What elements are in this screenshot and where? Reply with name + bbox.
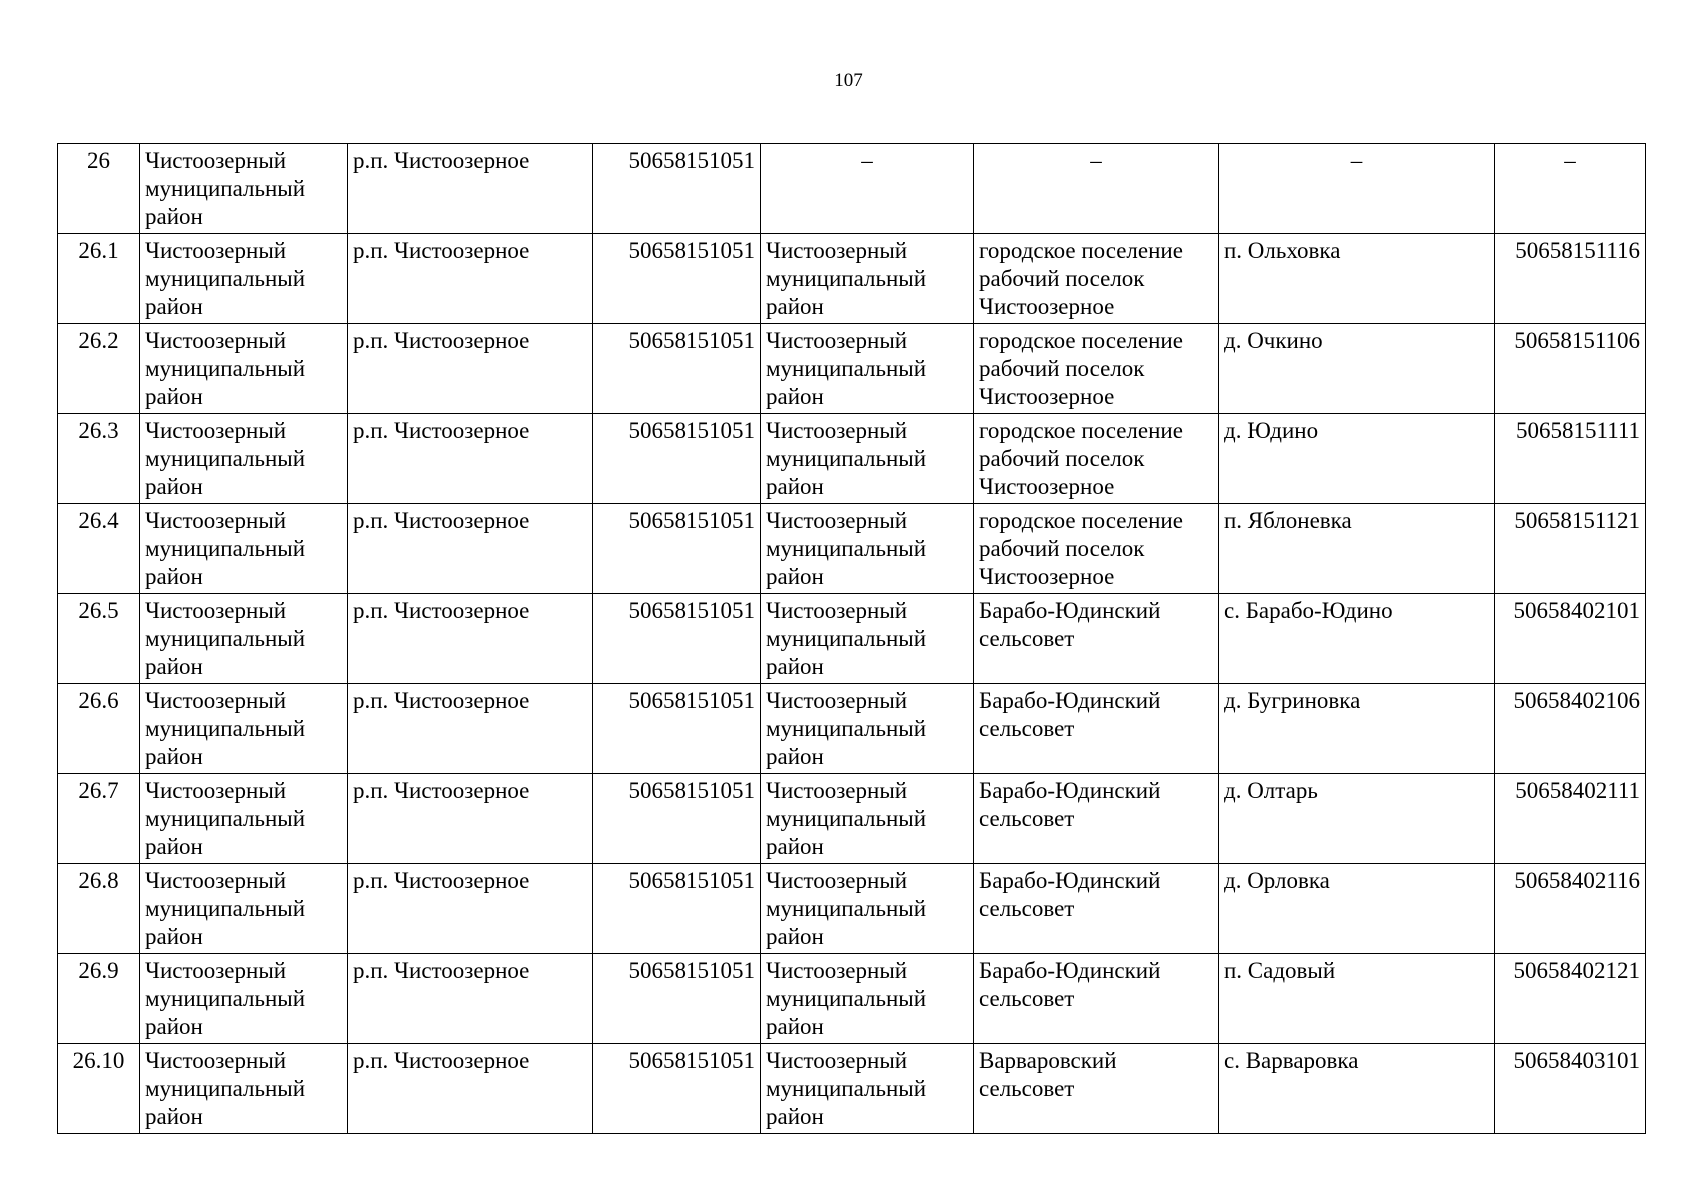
oktmo-cell: 50658151051	[593, 1044, 761, 1134]
district-cell: Чистоозерный муниципальный район	[140, 234, 348, 324]
center-cell: р.п. Чистоозерное	[348, 684, 593, 774]
settlements-table	[57, 143, 1646, 1134]
district-cell: Чистоозерный муниципальный район	[140, 414, 348, 504]
table-row	[58, 594, 1646, 684]
oktmo2-cell: –	[1495, 144, 1646, 234]
locality-cell: д. Орловка	[1219, 864, 1495, 954]
locality-cell: п. Яблоневка	[1219, 504, 1495, 594]
table-row	[58, 324, 1646, 414]
center-cell: р.п. Чистоозерное	[348, 504, 593, 594]
center-cell: р.п. Чистоозерное	[348, 864, 593, 954]
oktmo2-cell: 50658151116	[1495, 234, 1646, 324]
district2-cell: Чистоозерный муниципальный район	[761, 324, 974, 414]
settlement-cell: Барабо-Юдинский сельсовет	[974, 774, 1219, 864]
table-body	[58, 144, 1646, 1134]
locality-cell: д. Бугриновка	[1219, 684, 1495, 774]
district2-cell: Чистоозерный муниципальный район	[761, 864, 974, 954]
table-row	[58, 234, 1646, 324]
row-number: 26.5	[58, 594, 140, 684]
locality-cell: д. Очкино	[1219, 324, 1495, 414]
district2-cell: Чистоозерный муниципальный район	[761, 234, 974, 324]
locality-cell: п. Садовый	[1219, 954, 1495, 1044]
settlement-cell: городское поселение рабочий поселок Чистоозерное	[974, 414, 1219, 504]
table-row	[58, 954, 1646, 1044]
center-cell: р.п. Чистоозерное	[348, 954, 593, 1044]
oktmo-cell: 50658151051	[593, 324, 761, 414]
settlement-cell: городское поселение рабочий поселок Чистоозерное	[974, 324, 1219, 414]
district-cell: Чистоозерный муниципальный район	[140, 144, 348, 234]
district-cell: Чистоозерный муниципальный район	[140, 954, 348, 1044]
center-cell: р.п. Чистоозерное	[348, 1044, 593, 1134]
row-number: 26.2	[58, 324, 140, 414]
locality-cell: с. Варваровка	[1219, 1044, 1495, 1134]
locality-cell: д. Олтарь	[1219, 774, 1495, 864]
oktmo-cell: 50658151051	[593, 234, 761, 324]
settlement-cell: Барабо-Юдинский сельсовет	[974, 684, 1219, 774]
locality-cell: –	[1219, 144, 1495, 234]
settlement-cell: –	[974, 144, 1219, 234]
settlement-cell: городское поселение рабочий поселок Чистоозерное	[974, 504, 1219, 594]
center-cell: р.п. Чистоозерное	[348, 144, 593, 234]
district-cell: Чистоозерный муниципальный район	[140, 774, 348, 864]
district2-cell: Чистоозерный муниципальный район	[761, 684, 974, 774]
district-cell: Чистоозерный муниципальный район	[140, 684, 348, 774]
row-number: 26.1	[58, 234, 140, 324]
table-row	[58, 414, 1646, 504]
center-cell: р.п. Чистоозерное	[348, 774, 593, 864]
center-cell: р.п. Чистоозерное	[348, 324, 593, 414]
oktmo2-cell: 50658403101	[1495, 1044, 1646, 1134]
district2-cell: –	[761, 144, 974, 234]
oktmo2-cell: 50658151111	[1495, 414, 1646, 504]
oktmo-cell: 50658151051	[593, 774, 761, 864]
locality-cell: с. Барабо-Юдино	[1219, 594, 1495, 684]
oktmo-cell: 50658151051	[593, 504, 761, 594]
district-cell: Чистоозерный муниципальный район	[140, 864, 348, 954]
locality-cell: д. Юдино	[1219, 414, 1495, 504]
oktmo-cell: 50658151051	[593, 144, 761, 234]
table-row	[58, 774, 1646, 864]
settlement-cell: Варваровский сельсовет	[974, 1044, 1219, 1134]
row-number: 26.8	[58, 864, 140, 954]
center-cell: р.п. Чистоозерное	[348, 234, 593, 324]
district-cell: Чистоозерный муниципальный район	[140, 504, 348, 594]
oktmo2-cell: 50658151106	[1495, 324, 1646, 414]
page-number: 107	[834, 70, 863, 91]
oktmo-cell: 50658151051	[593, 414, 761, 504]
row-number: 26.7	[58, 774, 140, 864]
row-number: 26.3	[58, 414, 140, 504]
district2-cell: Чистоозерный муниципальный район	[761, 504, 974, 594]
district2-cell: Чистоозерный муниципальный район	[761, 954, 974, 1044]
oktmo2-cell: 50658402116	[1495, 864, 1646, 954]
center-cell: р.п. Чистоозерное	[348, 594, 593, 684]
table-row	[58, 684, 1646, 774]
table-row	[58, 864, 1646, 954]
district2-cell: Чистоозерный муниципальный район	[761, 774, 974, 864]
settlement-cell: Барабо-Юдинский сельсовет	[974, 594, 1219, 684]
oktmo-cell: 50658151051	[593, 594, 761, 684]
table-row	[58, 144, 1646, 234]
oktmo-cell: 50658151051	[593, 864, 761, 954]
oktmo2-cell: 50658402101	[1495, 594, 1646, 684]
district-cell: Чистоозерный муниципальный район	[140, 594, 348, 684]
center-cell: р.п. Чистоозерное	[348, 414, 593, 504]
district2-cell: Чистоозерный муниципальный район	[761, 414, 974, 504]
oktmo-cell: 50658151051	[593, 954, 761, 1044]
oktmo2-cell: 50658402121	[1495, 954, 1646, 1044]
district2-cell: Чистоозерный муниципальный район	[761, 1044, 974, 1134]
oktmo2-cell: 50658151121	[1495, 504, 1646, 594]
district2-cell: Чистоозерный муниципальный район	[761, 594, 974, 684]
oktmo-cell: 50658151051	[593, 684, 761, 774]
settlement-cell: Барабо-Юдинский сельсовет	[974, 864, 1219, 954]
oktmo2-cell: 50658402106	[1495, 684, 1646, 774]
settlement-cell: Барабо-Юдинский сельсовет	[974, 954, 1219, 1044]
settlement-cell: городское поселение рабочий поселок Чистоозерное	[974, 234, 1219, 324]
district-cell: Чистоозерный муниципальный район	[140, 1044, 348, 1134]
oktmo2-cell: 50658402111	[1495, 774, 1646, 864]
row-number: 26.6	[58, 684, 140, 774]
row-number: 26.10	[58, 1044, 140, 1134]
table-row	[58, 1044, 1646, 1134]
district-cell: Чистоозерный муниципальный район	[140, 324, 348, 414]
row-number: 26.4	[58, 504, 140, 594]
locality-cell: п. Ольховка	[1219, 234, 1495, 324]
table-row	[58, 504, 1646, 594]
row-number: 26	[58, 144, 140, 234]
row-number: 26.9	[58, 954, 140, 1044]
